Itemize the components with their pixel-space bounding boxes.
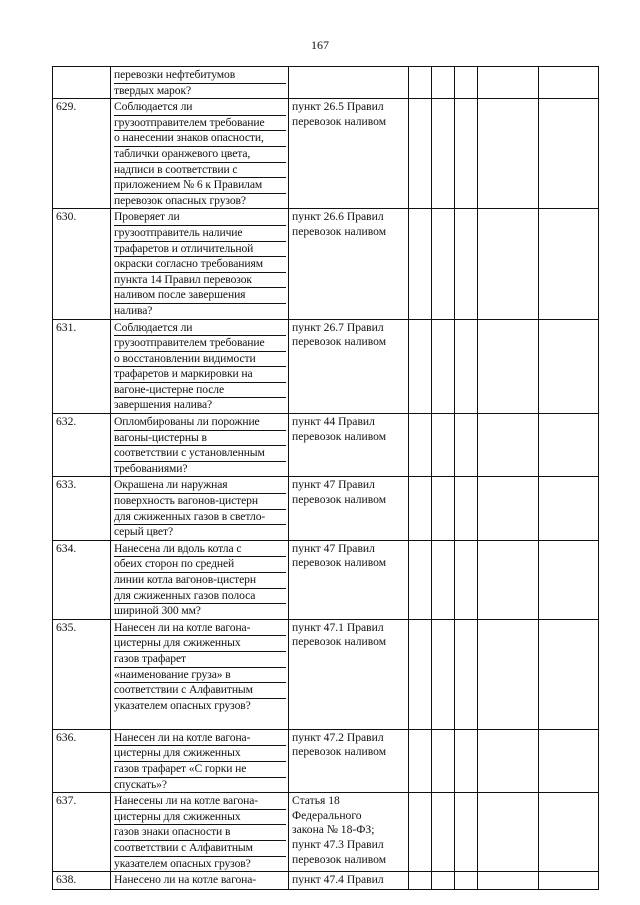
answer-cell xyxy=(432,872,455,890)
item-number: 636. xyxy=(53,729,111,792)
answer-cell xyxy=(539,619,599,729)
reference-line: перевозок наливом xyxy=(292,114,387,128)
table-row xyxy=(53,540,599,619)
question-line: перевозки нефтебитумов xyxy=(114,68,286,84)
reference-line: перевозок наливом xyxy=(292,635,387,649)
question-line: обеих сторон по средней xyxy=(114,557,286,573)
question-line: окраски согласно требованиям xyxy=(114,257,286,273)
legal-reference xyxy=(289,319,409,414)
checklist-table xyxy=(52,66,599,890)
answer-cell xyxy=(432,619,455,729)
answer-cell xyxy=(539,477,599,540)
answer-cell xyxy=(455,619,478,729)
legal-reference xyxy=(289,414,409,477)
legal-reference xyxy=(289,209,409,319)
question-line: соответствии с Алфавитным xyxy=(114,841,286,857)
reference-line: пункт 47 Правил xyxy=(292,541,375,555)
answer-cell xyxy=(478,729,539,792)
reference-line: Федерального xyxy=(292,808,362,822)
table-row xyxy=(53,872,599,890)
question-line: газов знаки опасности в xyxy=(114,825,286,841)
question-text xyxy=(111,209,289,319)
answer-cell xyxy=(432,209,455,319)
question-line: цистерны для сжиженных xyxy=(114,810,286,826)
question-text xyxy=(111,793,289,872)
question-line: Нанесены ли на котле вагона- xyxy=(114,794,286,810)
question-line: соответствии с установленным xyxy=(114,446,286,462)
question-text xyxy=(111,414,289,477)
table-row xyxy=(53,414,599,477)
reference-line: пункт 26.7 Правил xyxy=(292,320,384,334)
answer-cell xyxy=(409,540,432,619)
question-line: перевозок опасных грузов? xyxy=(114,193,246,207)
answer-cell xyxy=(455,99,478,209)
answer-cell xyxy=(478,540,539,619)
item-number xyxy=(53,67,111,99)
answer-cell xyxy=(409,414,432,477)
reference-line: пункт 47.4 Правил xyxy=(292,873,384,887)
answer-cell xyxy=(409,209,432,319)
answer-cell xyxy=(478,793,539,872)
reference-line: пункт 47.1 Правил xyxy=(292,620,384,634)
answer-cell xyxy=(455,793,478,872)
answer-cell xyxy=(539,99,599,209)
answer-cell xyxy=(455,540,478,619)
item-number: 633. xyxy=(53,477,111,540)
question-line: указателем опасных грузов? xyxy=(114,698,251,712)
table-row xyxy=(53,793,599,872)
item-number: 629. xyxy=(53,99,111,209)
answer-cell xyxy=(409,99,432,209)
answer-cell xyxy=(409,67,432,99)
legal-reference xyxy=(289,872,409,890)
item-number: 631. xyxy=(53,319,111,414)
reference-line: пункт 47.2 Правил xyxy=(292,730,384,744)
reference-line: закона № 18-ФЗ; xyxy=(292,823,375,837)
reference-line: перевозок наливом xyxy=(292,852,387,866)
legal-reference xyxy=(289,729,409,792)
question-line: твердых марок? xyxy=(114,83,192,97)
table-row xyxy=(53,729,599,792)
table-row xyxy=(53,619,599,729)
question-line: соответствии с Алфавитным xyxy=(114,683,286,699)
question-line: приложением № 6 к Правилам xyxy=(114,178,286,194)
answer-cell xyxy=(432,729,455,792)
question-line: Соблюдается ли xyxy=(114,321,286,337)
table-row xyxy=(53,67,599,99)
question-text xyxy=(111,477,289,540)
answer-cell xyxy=(478,319,539,414)
table-row xyxy=(53,319,599,414)
answer-cell xyxy=(409,477,432,540)
reference-line: перевозок наливом xyxy=(292,335,387,349)
question-text xyxy=(111,67,289,99)
question-line: вагоны-цистерны в xyxy=(114,431,286,447)
question-line: вагоне-цистерне после xyxy=(114,383,286,399)
answer-cell xyxy=(478,414,539,477)
question-line: Окрашена ли наружная xyxy=(114,478,286,494)
answer-cell xyxy=(409,872,432,890)
question-line: поверхность вагонов-цистерн xyxy=(114,494,286,510)
question-line: серый цвет? xyxy=(114,525,173,539)
answer-cell xyxy=(455,319,478,414)
answer-cell xyxy=(455,209,478,319)
item-number: 634. xyxy=(53,540,111,619)
reference-line: перевозок наливом xyxy=(292,745,387,759)
legal-reference xyxy=(289,99,409,209)
answer-cell xyxy=(432,540,455,619)
reference-line: перевозок наливом xyxy=(292,493,387,507)
answer-cell xyxy=(478,477,539,540)
question-line: цистерны для сжиженных xyxy=(114,636,286,652)
item-number: 635. xyxy=(53,619,111,729)
page-number: 167 xyxy=(311,38,329,52)
reference-line: пункт 44 Правил xyxy=(292,415,375,429)
question-line: цистерны для сжиженных xyxy=(114,746,286,762)
answer-cell xyxy=(455,872,478,890)
reference-line: перевозок наливом xyxy=(292,224,387,238)
question-line: грузоотправитель наличие xyxy=(114,226,286,242)
question-line: о нанесении знаков опасности, xyxy=(114,131,286,147)
answer-cell xyxy=(432,99,455,209)
answer-cell xyxy=(478,67,539,99)
reference-line: перевозок наливом xyxy=(292,556,387,570)
question-line: налива? xyxy=(114,303,153,317)
answer-cell xyxy=(539,793,599,872)
answer-cell xyxy=(539,319,599,414)
answer-cell xyxy=(539,209,599,319)
answer-cell xyxy=(432,793,455,872)
answer-cell xyxy=(478,872,539,890)
reference-line: перевозок наливом xyxy=(292,429,387,443)
question-line: пункта 14 Правил перевозок xyxy=(114,273,286,289)
question-line: о восстановлении видимости xyxy=(114,352,286,368)
question-line: грузоотправителем требование xyxy=(114,116,286,132)
answer-cell xyxy=(409,319,432,414)
item-number: 632. xyxy=(53,414,111,477)
answer-cell xyxy=(478,99,539,209)
legal-reference xyxy=(289,540,409,619)
answer-cell xyxy=(432,414,455,477)
question-line: Соблюдается ли xyxy=(114,100,286,116)
answer-cell xyxy=(539,872,599,890)
answer-cell xyxy=(455,729,478,792)
answer-cell xyxy=(455,67,478,99)
question-line: «наименование груза» в xyxy=(114,668,286,684)
question-line: Нанесен ли на котле вагона- xyxy=(114,621,286,637)
question-line: газов трафарет xyxy=(114,652,286,668)
question-line: шириной 300 мм? xyxy=(114,604,201,618)
legal-reference xyxy=(289,793,409,872)
answer-cell xyxy=(409,729,432,792)
question-line: требованиями? xyxy=(114,461,188,475)
legal-reference xyxy=(289,619,409,729)
question-line: спускать»? xyxy=(114,777,167,791)
answer-cell xyxy=(432,319,455,414)
question-line: газов трафарет «С горки не xyxy=(114,762,286,778)
question-line: надписи в соответствии с xyxy=(114,163,286,179)
answer-cell xyxy=(539,414,599,477)
answer-cell xyxy=(455,477,478,540)
answer-cell xyxy=(455,414,478,477)
table-row xyxy=(53,209,599,319)
answer-cell xyxy=(432,67,455,99)
item-number: 630. xyxy=(53,209,111,319)
question-line: трафаретов и маркировки на xyxy=(114,367,286,383)
question-line: Нанесен ли на котле вагона- xyxy=(114,731,286,747)
question-text xyxy=(111,540,289,619)
question-line: завершения налива? xyxy=(114,398,213,412)
question-text xyxy=(111,729,289,792)
legal-reference xyxy=(289,67,409,99)
answer-cell xyxy=(432,477,455,540)
question-line: грузоотправителем требование xyxy=(114,336,286,352)
legal-reference xyxy=(289,477,409,540)
reference-line: пункт 47 Правил xyxy=(292,478,375,492)
answer-cell xyxy=(539,729,599,792)
reference-line: пункт 26.5 Правил xyxy=(292,100,384,114)
question-line: наливом после завершения xyxy=(114,288,286,304)
question-line: трафаретов и отличительной xyxy=(114,242,286,258)
question-line: Опломбированы ли порожние xyxy=(114,415,286,431)
answer-cell xyxy=(409,793,432,872)
question-line: указателем опасных грузов? xyxy=(114,856,251,870)
table-row xyxy=(53,477,599,540)
question-line: таблички оранжевого цвета, xyxy=(114,147,286,163)
question-line: для сжиженных газов в светло- xyxy=(114,510,286,526)
item-number: 637. xyxy=(53,793,111,872)
question-line: Нанесена ли вдоль котла с xyxy=(114,542,286,558)
question-line: линии котла вагонов-цистерн xyxy=(114,573,286,589)
question-text xyxy=(111,872,289,890)
answer-cell xyxy=(478,209,539,319)
answer-cell xyxy=(409,619,432,729)
answer-cell xyxy=(478,619,539,729)
question-line: Проверяет ли xyxy=(114,210,286,226)
question-text xyxy=(111,619,289,729)
reference-line: пункт 47.3 Правил xyxy=(292,837,384,851)
question-text xyxy=(111,319,289,414)
answer-cell xyxy=(539,67,599,99)
item-number: 638. xyxy=(53,872,111,890)
answer-cell xyxy=(539,540,599,619)
table-row xyxy=(53,99,599,209)
question-line: для сжиженных газов полоса xyxy=(114,589,286,605)
question-text xyxy=(111,99,289,209)
reference-line: пункт 26.6 Правил xyxy=(292,210,384,224)
question-line: Нанесено ли на котле вагона- xyxy=(114,873,257,887)
reference-line: Статья 18 xyxy=(292,794,340,808)
